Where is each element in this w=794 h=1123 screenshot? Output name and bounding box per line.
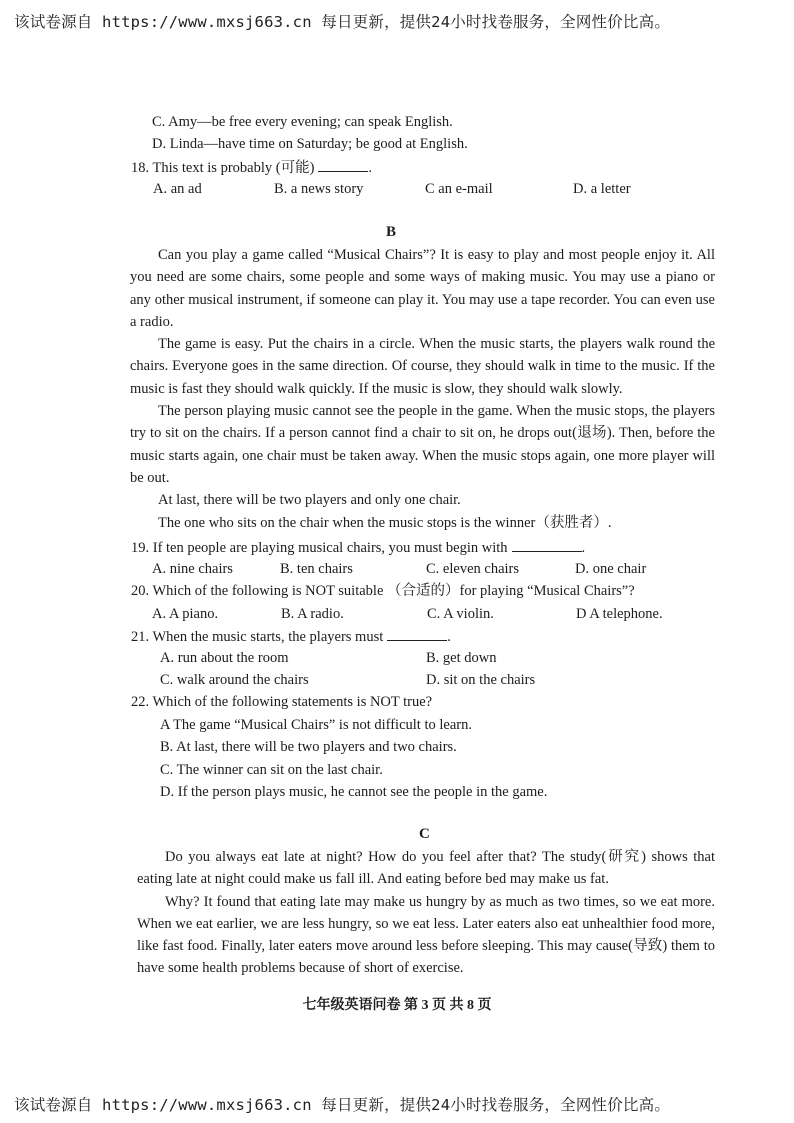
answer-blank [387,626,447,641]
option-letter: D. [426,672,441,688]
answer-blank [512,537,582,552]
question-text: If ten people are playing musical chairs, you must begin with [152,540,508,556]
option-text: A radio. [297,606,344,622]
q22-option-d [160,782,547,802]
option-text: walk around the chairs [176,672,309,688]
watermark-bottom: 该试卷源自 https://www.mxsj663.cn 每日更新，提供24小时找卷服务，全网性价比高。 [14,1096,671,1114]
option-text: A violin. [443,606,494,622]
option-text: Amy—be free every evening; can speak English. [168,114,453,130]
option-text: an ad [170,181,202,197]
option-text: A telephone. [589,606,663,622]
option-text: The game “Musical Chairs” is not difficult to learn. [173,717,472,733]
question-text: Which of the following statements is NOT true? [152,694,433,710]
option-letter: C. [160,672,174,688]
q20-option-a [152,604,218,624]
option-text: get down [442,650,497,666]
option-text: A piano. [168,606,219,622]
question-number: 20. [131,583,150,599]
option-letter: A. [152,561,167,577]
q20-option-c [427,604,494,624]
q19-option-b [280,559,353,579]
option-letter: B. [160,739,174,755]
q22-option-a [160,715,472,735]
q18-option-c [425,179,493,199]
option-letter: C. [427,606,441,622]
question-text: When the music starts, the players must [152,629,384,645]
option-letter: C. [426,561,440,577]
option-text: sit on the chairs [443,672,536,688]
option-letter: A. [153,181,168,197]
q22-stem [131,692,432,712]
option-text: a letter [590,181,631,197]
option-text: eleven chairs [442,561,520,577]
option-letter: A. [152,606,167,622]
section-c-title: C [419,826,430,842]
option-letter: C. [152,114,166,130]
q17-option-d [152,134,468,154]
q17-option-c [152,112,453,132]
question-number: 22. [131,694,150,710]
option-letter: D [576,606,587,622]
option-letter: A. [160,650,175,666]
option-text: run about the room [177,650,289,666]
question-number: 21. [131,629,150,645]
option-letter: C [425,181,435,197]
option-text: a news story [290,181,364,197]
option-letter: B. [274,181,288,197]
option-letter: D. [152,136,167,152]
q18-option-a [153,179,202,199]
q21-option-c [160,670,309,690]
q22-option-c [160,760,383,780]
option-letter: D. [575,561,590,577]
option-text: an e-mail [438,181,493,197]
q19-option-c [426,559,519,579]
q20-stem [131,581,635,601]
option-letter: D. [160,784,175,800]
q21-option-a [160,648,288,668]
q21-option-d [426,670,535,690]
question-number: 18. [131,160,150,176]
q22-option-b [160,737,457,757]
paragraph: Do you always eat late at night? How do you feel after that? The study(研究) shows that eating late at night could make us fall ill. And eating before bed may make us fat. [137,849,715,888]
option-text: At last, there will be two players and two chairs. [176,739,457,755]
q19-option-a [152,559,233,579]
option-letter: D. [573,181,588,197]
section-c-passage [137,846,715,980]
option-letter: B. [426,650,440,666]
q18-stem: 18. This text is probably (可能) . [131,157,372,178]
option-letter: C. [160,762,174,778]
question-text: This text is probably (可能) [152,160,315,176]
option-text: one chair [592,561,647,577]
q21-option-b [426,648,496,668]
paragraph: The game is easy. Put the chairs in a circle. When the music starts, the players walk round the chairs. Everyone goes in the same direction. Of course, they should walk in time to the music. If the music is fast they should walk quickly. If the music is slow, they should walk slowly. [130,336,715,397]
option-text: Linda—have time on Saturday; be good at English. [169,136,468,152]
q20-option-b [281,604,344,624]
option-text: The winner can sit on the last chair. [176,762,383,778]
section-b-passage [130,244,715,534]
watermark-top: 该试卷源自 https://www.mxsj663.cn 每日更新，提供24小时找卷服务，全网性价比高。 [14,13,671,31]
answer-blank [318,157,368,172]
q19-option-d [575,559,646,579]
paragraph: At last, there will be two players and only one chair. [158,492,461,509]
section-b-title: B [386,224,397,240]
paragraph: The person playing music cannot see the people in the game. When the music stops, the players try to sit on the chairs. If a person cannot find a chair to sit on, he drops out(退场). Then, before the music starts again, one chair must be taken away. When the music stops again, one more player will be out. [130,403,715,486]
q20-option-d [576,604,663,624]
option-letter: A [160,717,170,733]
option-letter: B. [281,606,295,622]
option-letter: B. [280,561,294,577]
q21-stem: 21. When the music starts, the players must . [131,626,451,647]
option-text: ten chairs [296,561,353,577]
paragraph: Why? It found that eating late may make us hungry by as much as two times, so we eat more. When we eat earlier, we are less hungry, so we eat less. Later eaters also eat unhealthier food more, like fast food. Finally, later eaters move around less before sleeping. This may cause(导致) them to have some health problems because of short of exercise. [137,893,715,977]
q18-option-d [573,179,631,199]
option-text: nine chairs [169,561,233,577]
q18-option-b [274,179,363,199]
page-footer: 七年级英语问卷 第 3 页 共 8 页 [302,998,492,1013]
paragraph: The one who sits on the chair when the music stops is the winner（获胜者）. [158,514,612,531]
question-number: 19. [131,540,150,556]
paragraph: Can you play a game called “Musical Chairs”? It is easy to play and most people enjoy it. All you need are some chairs, some people and some ways of making music. You may use a piano or any other musical instrument, if someone can play it. You may use a tape recorder. You can even use a radio. [130,247,715,330]
option-text: If the person plays music, he cannot see the people in the game. [177,784,548,800]
question-text: Which of the following is NOT suitable （合适的）for playing “Musical Chairs”? [152,583,635,599]
q19-stem: 19. If ten people are playing musical chairs, you must begin with . [131,537,585,558]
